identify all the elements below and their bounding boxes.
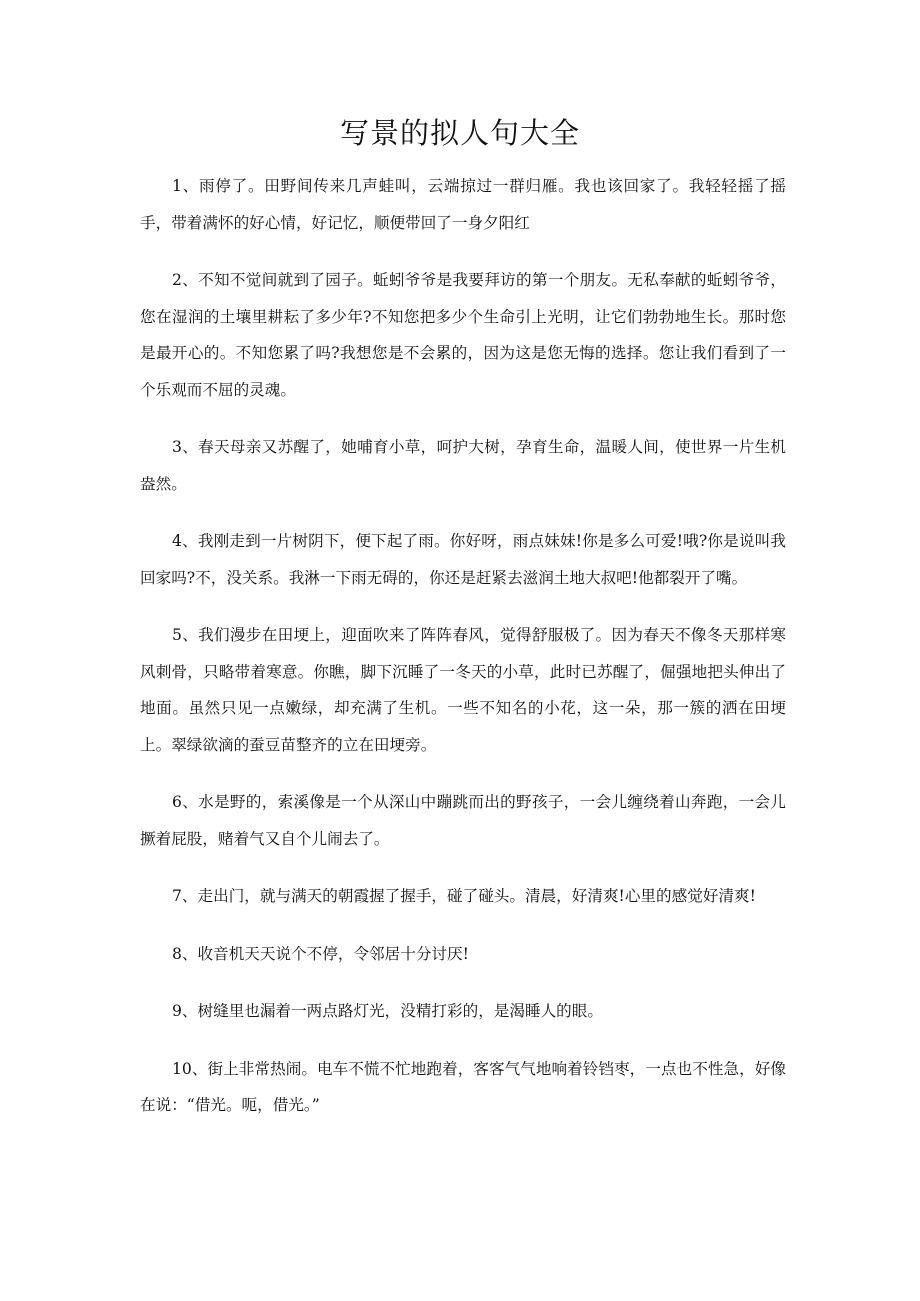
paragraph-4: 4、我刚走到一片树阴下，便下起了雨。你好呀，雨点妹妹!你是多么可爱!哦?你是说叫我回家吗?不，没关系。我淋一下雨无碍的，你还是赶紧去滋润土地大叔吧!他都裂开了嘴。 [140,532,786,587]
paragraph-1: 1、雨停了。田野间传来几声蛙叫，云端掠过一群归雁。我也该回家了。我轻轻摇了摇手，带着满怀的好心情，好记忆，顺便带回了一身夕阳红 [140,177,786,232]
page-title: 写景的拟人句大全 [339,116,580,150]
paragraph-3: 3、春天母亲又苏醒了，她哺育小草，呵护大树，孕育生命，温暖人间，使世界一片生机盎然。 [140,438,786,493]
paragraph-8: 8、收音机天天说个不停，令邻居十分讨厌! [172,944,469,963]
paragraph-10: 10、街上非常热闹。电车不慌不忙地跑着，客客气气地响着铃铛枣，一点也不性急，好像在说：“借光。呃，借光。” [140,1059,786,1114]
paragraph-9: 9、树缝里也漏着一两点路灯光，没精打彩的，是渴睡人的眼。 [172,1002,603,1020]
paragraph-7: 7、走出门，就与满天的朝霞握了握手，碰了碰头。清晨，好清爽!心里的感觉好清爽! [172,887,756,905]
document-body [140,168,786,1145]
paragraph-2: 2、不知不觉间就到了园子。蚯蚓爷爷是我要拜访的第一个朋友。无私奉献的蚯蚓爷爷，您在湿润的土壤里耕耘了多少年?不知您把多少个生命引上光明，让它们勃勃地生长。那时您是最开心的。不知您累了吗?我想您是不会累的，因为这是您无悔的选择。您让我们看到了一个乐观而不屈的灵魂。 [140,271,786,399]
paragraph-5: 5、我们漫步在田埂上，迎面吹来了阵阵春风，觉得舒服极了。因为春天不像冬天那样寒风刺骨，只略带着寒意。你瞧，脚下沉睡了一冬天的小草，此时已苏醒了，倔强地把头伸出了地面。虽然只见一点嫩绿，却充满了生机。一些不知名的小花，这一朵，那一簇的洒在田埂上。翠绿欲滴的蚕豆苗整齐的立在田埂旁。 [140,626,786,754]
paragraph-6: 6、水是野的，索溪像是一个从深山中蹦跳而出的野孩子，一会儿缠绕着山奔跑，一会儿撅着屁股，赌着气又自个儿闹去了。 [140,793,786,848]
